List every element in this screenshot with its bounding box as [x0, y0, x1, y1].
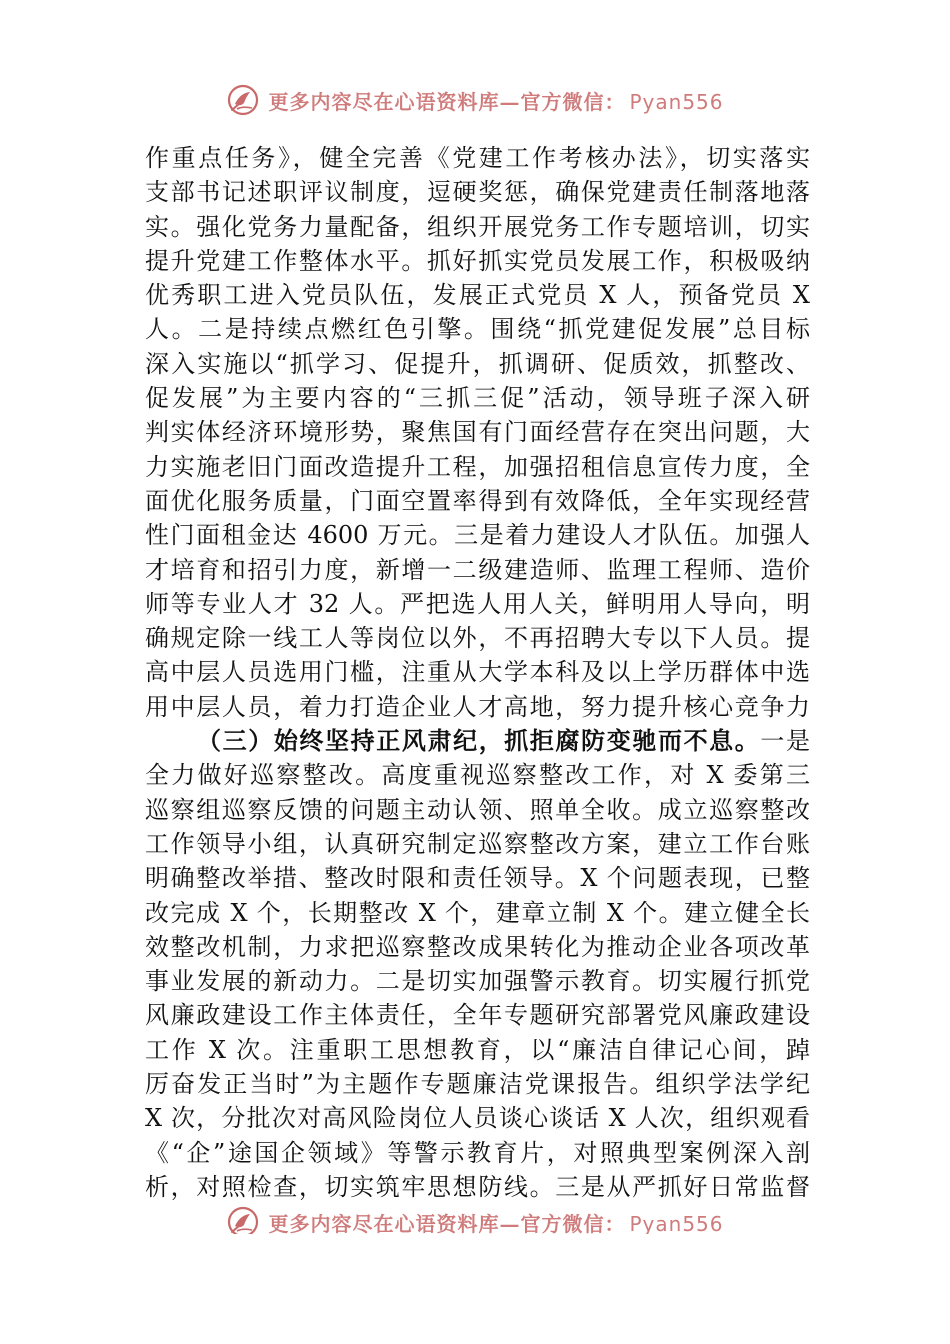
line-text: 巡察组巡察反馈的问题主动认领、照单全收。成立巡察整改 — [145, 795, 810, 824]
watermark-footer-inner — [226, 1205, 723, 1234]
line-text: 提升党建工作整体水平。抓好抓实党员发展工作，积极吸纳 — [145, 246, 810, 275]
line-text: 效整改机制，力求把巡察整改成果转化为推动企业各项改革 — [145, 932, 810, 961]
text-line — [145, 621, 810, 655]
section-heading: （三）始终坚持正风肃纪，抓拒腐防变驰而不息。 — [197, 726, 761, 756]
line-text: 工作 X 次。注重职工思想教育，以“廉洁自律记心间，踔 — [145, 1035, 810, 1064]
text-line — [145, 553, 810, 587]
line-text: 作重点任务》，健全完善《党建工作考核办法》，切实落实 — [145, 144, 810, 172]
text-line — [145, 381, 810, 415]
line-text: 人。二是持续点燃红色引擎。围绕“抓党建促发展”总目标 — [145, 315, 810, 344]
text-line — [145, 518, 810, 552]
line-text: X 次，分批次对高风险岗位人员谈心谈话 X 人次，组织观看 — [145, 1104, 810, 1133]
line-text: 《“企”途国企领域》等警示教育片，对照典型案例深入剖 — [145, 1138, 810, 1167]
line-text: 明确整改举措、整改时限和责任领导。X 个问题表现，已整 — [145, 864, 810, 893]
watermark-footer-text: 更多内容尽在心语资料库—官方微信： Pyan556 — [268, 1211, 724, 1234]
watermark-footer-wechat-id: Pyan556 — [629, 1211, 724, 1234]
line-text: 析，对照检查，切实筑牢思想防线。三是从严抓好日常监督 — [145, 1172, 810, 1201]
line-text: 面优化服务质量，门面空置率得到有效降低，全年实现经营 — [145, 486, 810, 515]
text-line — [145, 930, 810, 964]
line-text: 才培育和招引力度，新增一二级建造师、监理工程师、造价 — [145, 555, 810, 584]
line-text: 高中层人员选用门槛，注重从大学本科及以上学历群体中选 — [145, 658, 810, 687]
line-text: 事业发展的新动力。二是切实加强警示教育。切实履行抓党 — [145, 967, 810, 996]
text-line — [145, 210, 810, 244]
text-line — [145, 141, 810, 175]
document-body — [145, 141, 810, 1204]
line-text: 确规定除一线工人等岗位以外，不再招聘大专以下人员。提 — [145, 624, 810, 653]
text-line — [145, 450, 810, 484]
text-line — [145, 793, 810, 827]
text-line — [145, 896, 810, 930]
text-line — [145, 964, 810, 998]
text-line — [145, 1136, 810, 1170]
watermark-header-inner — [226, 83, 723, 117]
text-line — [145, 484, 810, 518]
line-text: 促发展”为主要内容的“三抓三促”活动，领导班子深入研 — [145, 384, 810, 413]
text-line — [145, 175, 810, 209]
watermark-header — [0, 80, 950, 120]
line-text: 用中层人员，着力打造企业人才高地，努力提升核心竞争力 — [145, 692, 810, 721]
text-line — [145, 415, 810, 449]
line-text: 实。强化党务力量配备，组织开展党务工作专题培训，切实 — [145, 212, 810, 241]
line-text: 全力做好巡察整改。高度重视巡察整改工作，对 X 委第三 — [145, 761, 810, 790]
text-line — [145, 347, 810, 381]
text-line — [145, 655, 810, 689]
text-line — [145, 1170, 810, 1204]
line-text: 工作领导小组，认真研究制定巡察整改方案，建立工作台账 — [145, 829, 810, 858]
line-text: 力实施老旧门面改造提升工程，加强招租信息宣传力度，全 — [145, 452, 810, 481]
text-line — [145, 1033, 810, 1067]
text-line — [145, 861, 810, 895]
text-line — [145, 724, 810, 758]
line-text: 改完成 X 个，长期整改 X 个，建章立制 X 个。建立健全长 — [145, 898, 810, 927]
line-text: 判实体经济环境形势，聚焦国有门面经营存在突出问题，大 — [145, 418, 810, 447]
text-line — [145, 244, 810, 278]
line-text: 支部书记述职评议制度，逗硬奖惩，确保党建责任制落地落 — [145, 178, 810, 207]
text-line — [145, 1101, 810, 1135]
line-text: 一是 — [760, 727, 810, 756]
text-line — [145, 587, 810, 621]
text-line — [145, 998, 810, 1032]
text-line — [145, 690, 810, 724]
line-text: 性门面租金达 4600 万元。三是着力建设人才队伍。加强人 — [145, 521, 810, 550]
line-text: 师等专业人才 32 人。严把选人用人关，鲜明用人导向，明 — [145, 589, 810, 618]
watermark-header-text: 更多内容尽在心语资料库—官方微信： Pyan556 — [268, 89, 724, 114]
line-text: 风廉政建设工作主体责任，全年专题研究部署党风廉政建设 — [145, 1001, 810, 1030]
text-line — [145, 278, 810, 312]
text-line — [145, 1067, 810, 1101]
watermark-header-wechat-id: Pyan556 — [629, 89, 724, 114]
watermark-footer — [0, 1204, 950, 1234]
text-line — [145, 758, 810, 792]
book-pen-logo-icon — [226, 1205, 260, 1234]
line-text: 深入实施以“抓学习、促提升，抓调研、促质效，抓整改、 — [145, 349, 810, 378]
text-line — [145, 312, 810, 346]
text-line — [145, 827, 810, 861]
line-text: 厉奋发正当时”为主题作专题廉洁党课报告。组织学法学纪 — [145, 1070, 810, 1099]
book-pen-logo-icon — [226, 83, 260, 117]
line-text: 优秀职工进入党员队伍，发展正式党员 X 人，预备党员 X — [145, 281, 810, 310]
